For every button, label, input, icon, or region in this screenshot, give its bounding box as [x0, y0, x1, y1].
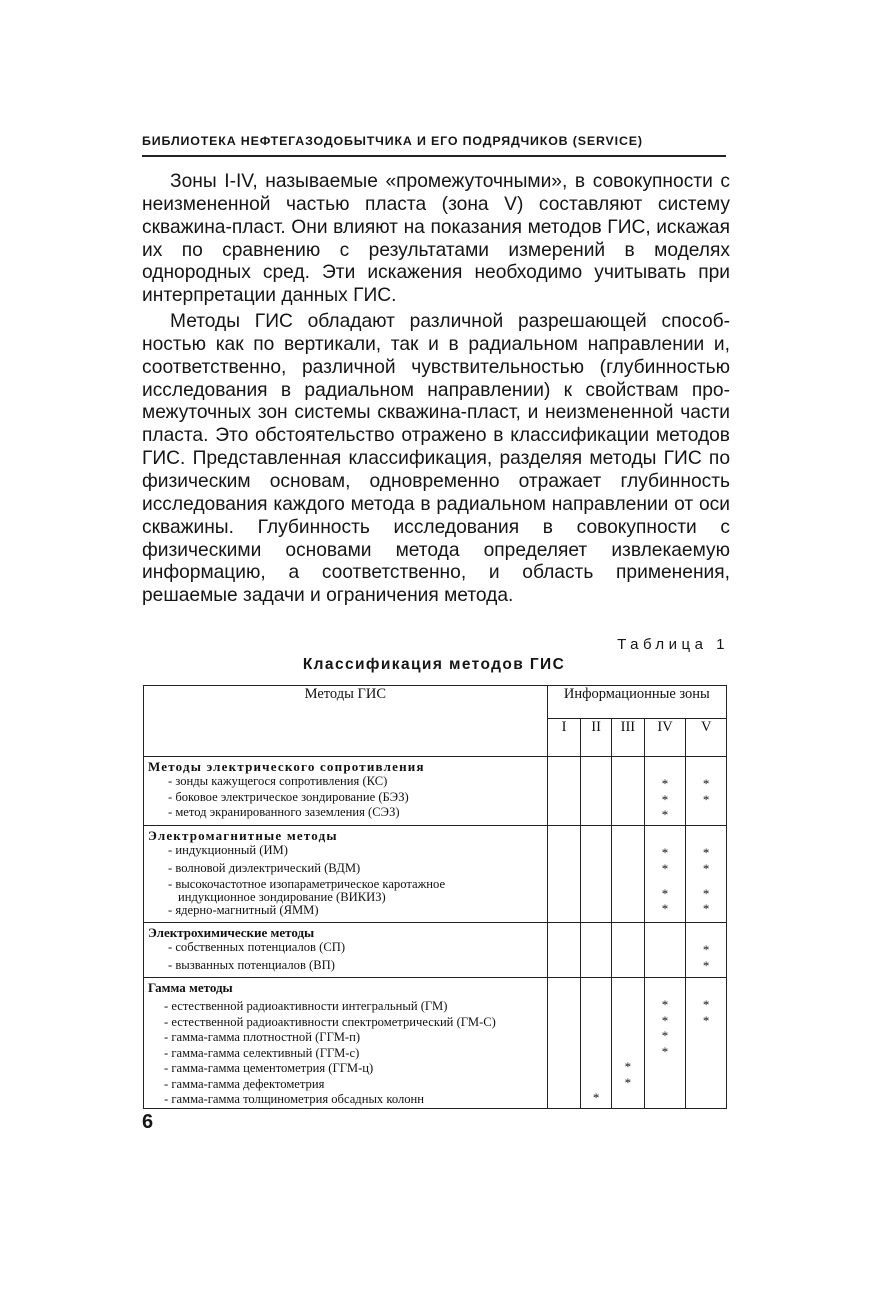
- zone-mark: [686, 1028, 726, 1044]
- table-title: Классификация методов ГИС: [302, 656, 566, 673]
- zone-mark: *: [624, 1074, 632, 1090]
- method-item: - индукционный (ИМ): [168, 843, 288, 857]
- zone-mark: [581, 997, 611, 1013]
- zone-mark: [548, 958, 581, 974]
- zone-mark: [581, 845, 611, 861]
- zone-mark: [686, 1059, 726, 1075]
- table-group-electrochemical: [144, 923, 727, 978]
- zone-mark: [686, 807, 726, 823]
- zone-cell: [611, 826, 644, 923]
- zone-mark: [548, 792, 581, 808]
- method-item: - метод экранированного заземления (СЭЗ): [168, 805, 400, 819]
- zone-cell: [547, 757, 581, 826]
- zone-mark: [581, 886, 611, 902]
- method-item: - естественной радиоактивности интегральный (ГМ): [164, 999, 448, 1013]
- zone-mark: [548, 1044, 581, 1060]
- zone-mark: *: [661, 1012, 669, 1028]
- zone-mark: *: [702, 845, 710, 860]
- zone-mark: [612, 901, 644, 917]
- zone-mark: [612, 845, 644, 861]
- zone-mark: [612, 1013, 644, 1029]
- zone-mark: [612, 776, 644, 792]
- method-item: - вызванных потенциалов (ВП): [168, 957, 335, 972]
- zone-header-i: I: [547, 719, 581, 757]
- zone-header-iv: IV: [644, 719, 686, 757]
- zone-mark: *: [702, 885, 710, 901]
- zone-mark: [612, 942, 644, 958]
- method-item: - гамма-гамма толщинометрия обсадных колонн: [164, 1092, 425, 1106]
- zone-mark: *: [702, 860, 710, 876]
- zone-mark: *: [661, 1043, 669, 1059]
- table-group-gamma: [144, 978, 727, 1109]
- zone-cell: [644, 923, 686, 978]
- methods-header: Методы ГИС: [144, 686, 548, 757]
- zone-mark: [548, 1075, 581, 1091]
- zone-mark: [612, 958, 644, 974]
- zone-cell: [611, 757, 644, 826]
- zone-mark: *: [661, 901, 669, 916]
- zone-cell: [644, 978, 686, 1109]
- method-item: - естественной радиоактивности спектрометрический (ГМ-С): [164, 1014, 496, 1029]
- zone-mark: *: [702, 942, 710, 957]
- zone-header-v: V: [686, 719, 727, 757]
- group-cell: [144, 923, 548, 978]
- group-cell: [144, 978, 548, 1109]
- table-label: Таблица 1: [617, 636, 729, 653]
- zone-mark: [581, 901, 611, 917]
- zone-mark: [581, 792, 611, 808]
- zone-mark: [612, 807, 644, 823]
- header-rule: [142, 155, 726, 157]
- zone-cell: [581, 757, 612, 826]
- page-number: 6: [142, 1111, 154, 1133]
- zone-mark: [581, 1059, 611, 1075]
- paragraph-2: Методы ГИС обладают различной разрешающей способностью как по вертикали, так и в радиальном направлении и, соответственно, различной чувствительностью (глубинностью исследования в радиальном направлении) к свойствам промежуточных зон системы скважина-пласт, и неизмененной части пласта. Это обстоятельство отражено в классификации методов ГИС. Представленная классификация, разделяя методы ГИС по физическим основам, одновременно отражает глубинность исследования каждого метода в радиальном направлении от оси скважины. Глубинность исследования в совокупности с физическими основами метода определяет извлекаемую информацию, а соответственно, и область применения, решаемые задачи и ограничения метода.: [142, 311, 730, 607]
- zone-mark: [686, 1090, 726, 1106]
- zone-mark: *: [661, 885, 669, 901]
- zone-mark: [581, 776, 611, 792]
- zone-mark: [548, 861, 581, 886]
- zone-mark: *: [661, 997, 669, 1012]
- zone-mark: [548, 997, 581, 1013]
- zone-mark: [581, 1013, 611, 1029]
- zone-mark: [548, 807, 581, 823]
- zone-cell: [644, 757, 686, 826]
- zone-cell: [686, 826, 727, 923]
- zone-cell: [581, 978, 612, 1109]
- method-item: - гамма-гамма селективный (ГГМ-с): [164, 1045, 360, 1060]
- method-item: - гамма-гамма плотностной (ГГМ-п): [164, 1030, 361, 1044]
- zone-mark: *: [661, 845, 669, 860]
- zone-cell: [581, 826, 612, 923]
- zone-mark: *: [702, 1012, 710, 1028]
- zone-mark: [581, 942, 611, 958]
- zone-mark: *: [702, 791, 710, 807]
- zone-mark: *: [661, 1028, 669, 1043]
- group-cell: [144, 757, 548, 826]
- group-title: Электрохимические методы: [148, 925, 315, 940]
- zone-mark: [612, 1028, 644, 1044]
- zone-mark: [581, 1028, 611, 1044]
- zone-cell: [547, 826, 581, 923]
- zone-mark: [612, 861, 644, 886]
- zone-mark: *: [702, 776, 710, 791]
- method-item: - боковое электрическое зондирование (БЭЗ): [168, 789, 409, 804]
- zone-mark: *: [592, 1090, 600, 1105]
- zone-mark: [581, 1044, 611, 1060]
- zone-mark: [548, 1059, 581, 1075]
- zone-mark: [612, 886, 644, 902]
- zone-mark: [581, 958, 611, 974]
- zone-mark: [612, 792, 644, 808]
- body-text: [142, 171, 730, 611]
- zone-mark: *: [702, 901, 710, 916]
- zone-mark: [612, 997, 644, 1013]
- zone-mark: [581, 861, 611, 886]
- zone-cell: [686, 978, 727, 1109]
- zone-mark: *: [661, 807, 669, 822]
- zone-mark: [612, 1090, 644, 1106]
- paragraph-1: Зоны I-IV, называемые «промежуточными», в совокупности с неизмененной частью пласта (зона V) составляют систему скважина-пласт. Они влияют на показания методов ГИС, искажая их по сравнению с результатами измерений в моделях однородных сред. Эти искажения необходимо учитывать при интерпретации данных ГИС.: [142, 171, 730, 307]
- zone-mark: [645, 942, 686, 958]
- classification-table: [143, 685, 727, 1109]
- zone-cell: [686, 923, 727, 978]
- group-title: Гамма методы: [148, 980, 233, 995]
- zone-header-ii: II: [581, 719, 612, 757]
- zone-mark: [548, 901, 581, 917]
- zone-cell: [644, 826, 686, 923]
- zone-mark: [686, 1044, 726, 1060]
- method-item: - гамма-гамма цементометрия (ГГМ-ц): [164, 1061, 374, 1075]
- zone-mark: *: [661, 776, 669, 791]
- table-group-electrical: [144, 757, 727, 826]
- zone-mark: [548, 1028, 581, 1044]
- zones-header: Информационные зоны: [547, 686, 726, 719]
- method-item: - собственных потенциалов (СП): [168, 940, 346, 954]
- zone-cell: [611, 978, 644, 1109]
- running-header: БИБЛИОТЕКА НЕФТЕГАЗОДОБЫТЧИКА И ЕГО ПОДРЯДЧИКОВ (SERVICE): [142, 134, 643, 148]
- zone-cell: [547, 978, 581, 1109]
- zone-mark: [645, 1075, 686, 1091]
- zone-header-iii: III: [611, 719, 644, 757]
- group-cell: [144, 826, 548, 923]
- zone-mark: [645, 958, 686, 974]
- zone-mark: *: [661, 791, 669, 807]
- zone-cell: [581, 923, 612, 978]
- zone-mark: [581, 807, 611, 823]
- zone-cell: [686, 757, 727, 826]
- zone-mark: *: [661, 860, 669, 876]
- zone-mark: *: [624, 1059, 632, 1074]
- method-item: индукционное зондирование (ВИКИЗ): [178, 889, 386, 904]
- zone-mark: [548, 886, 581, 902]
- zone-mark: [548, 845, 581, 861]
- method-item: - зонды кажущегося сопротивления (КС): [168, 774, 388, 788]
- zone-mark: [548, 942, 581, 958]
- method-item: - ядерно-магнитный (ЯММ): [168, 903, 319, 917]
- zone-mark: [548, 1090, 581, 1106]
- zone-mark: [686, 1075, 726, 1091]
- zone-mark: [612, 1044, 644, 1060]
- zone-cell: [611, 923, 644, 978]
- zone-mark: *: [702, 957, 710, 973]
- zone-mark: [645, 1059, 686, 1075]
- zone-mark: [645, 1090, 686, 1106]
- method-item: - гамма-гамма дефектометрия: [164, 1076, 325, 1091]
- table-group-electromagnetic: [144, 826, 727, 923]
- method-item: - высокочастотное изопараметрическое каротажное: [168, 877, 446, 891]
- zone-mark: *: [702, 997, 710, 1012]
- zone-mark: [581, 1075, 611, 1091]
- zone-cell: [547, 923, 581, 978]
- group-title: Электромагнитные методы: [148, 828, 338, 843]
- zone-mark: [548, 776, 581, 792]
- zone-mark: [548, 1013, 581, 1029]
- method-item: - волновой диэлектрический (ВДМ): [168, 860, 361, 875]
- group-title: Методы электрического сопротивления: [148, 759, 425, 774]
